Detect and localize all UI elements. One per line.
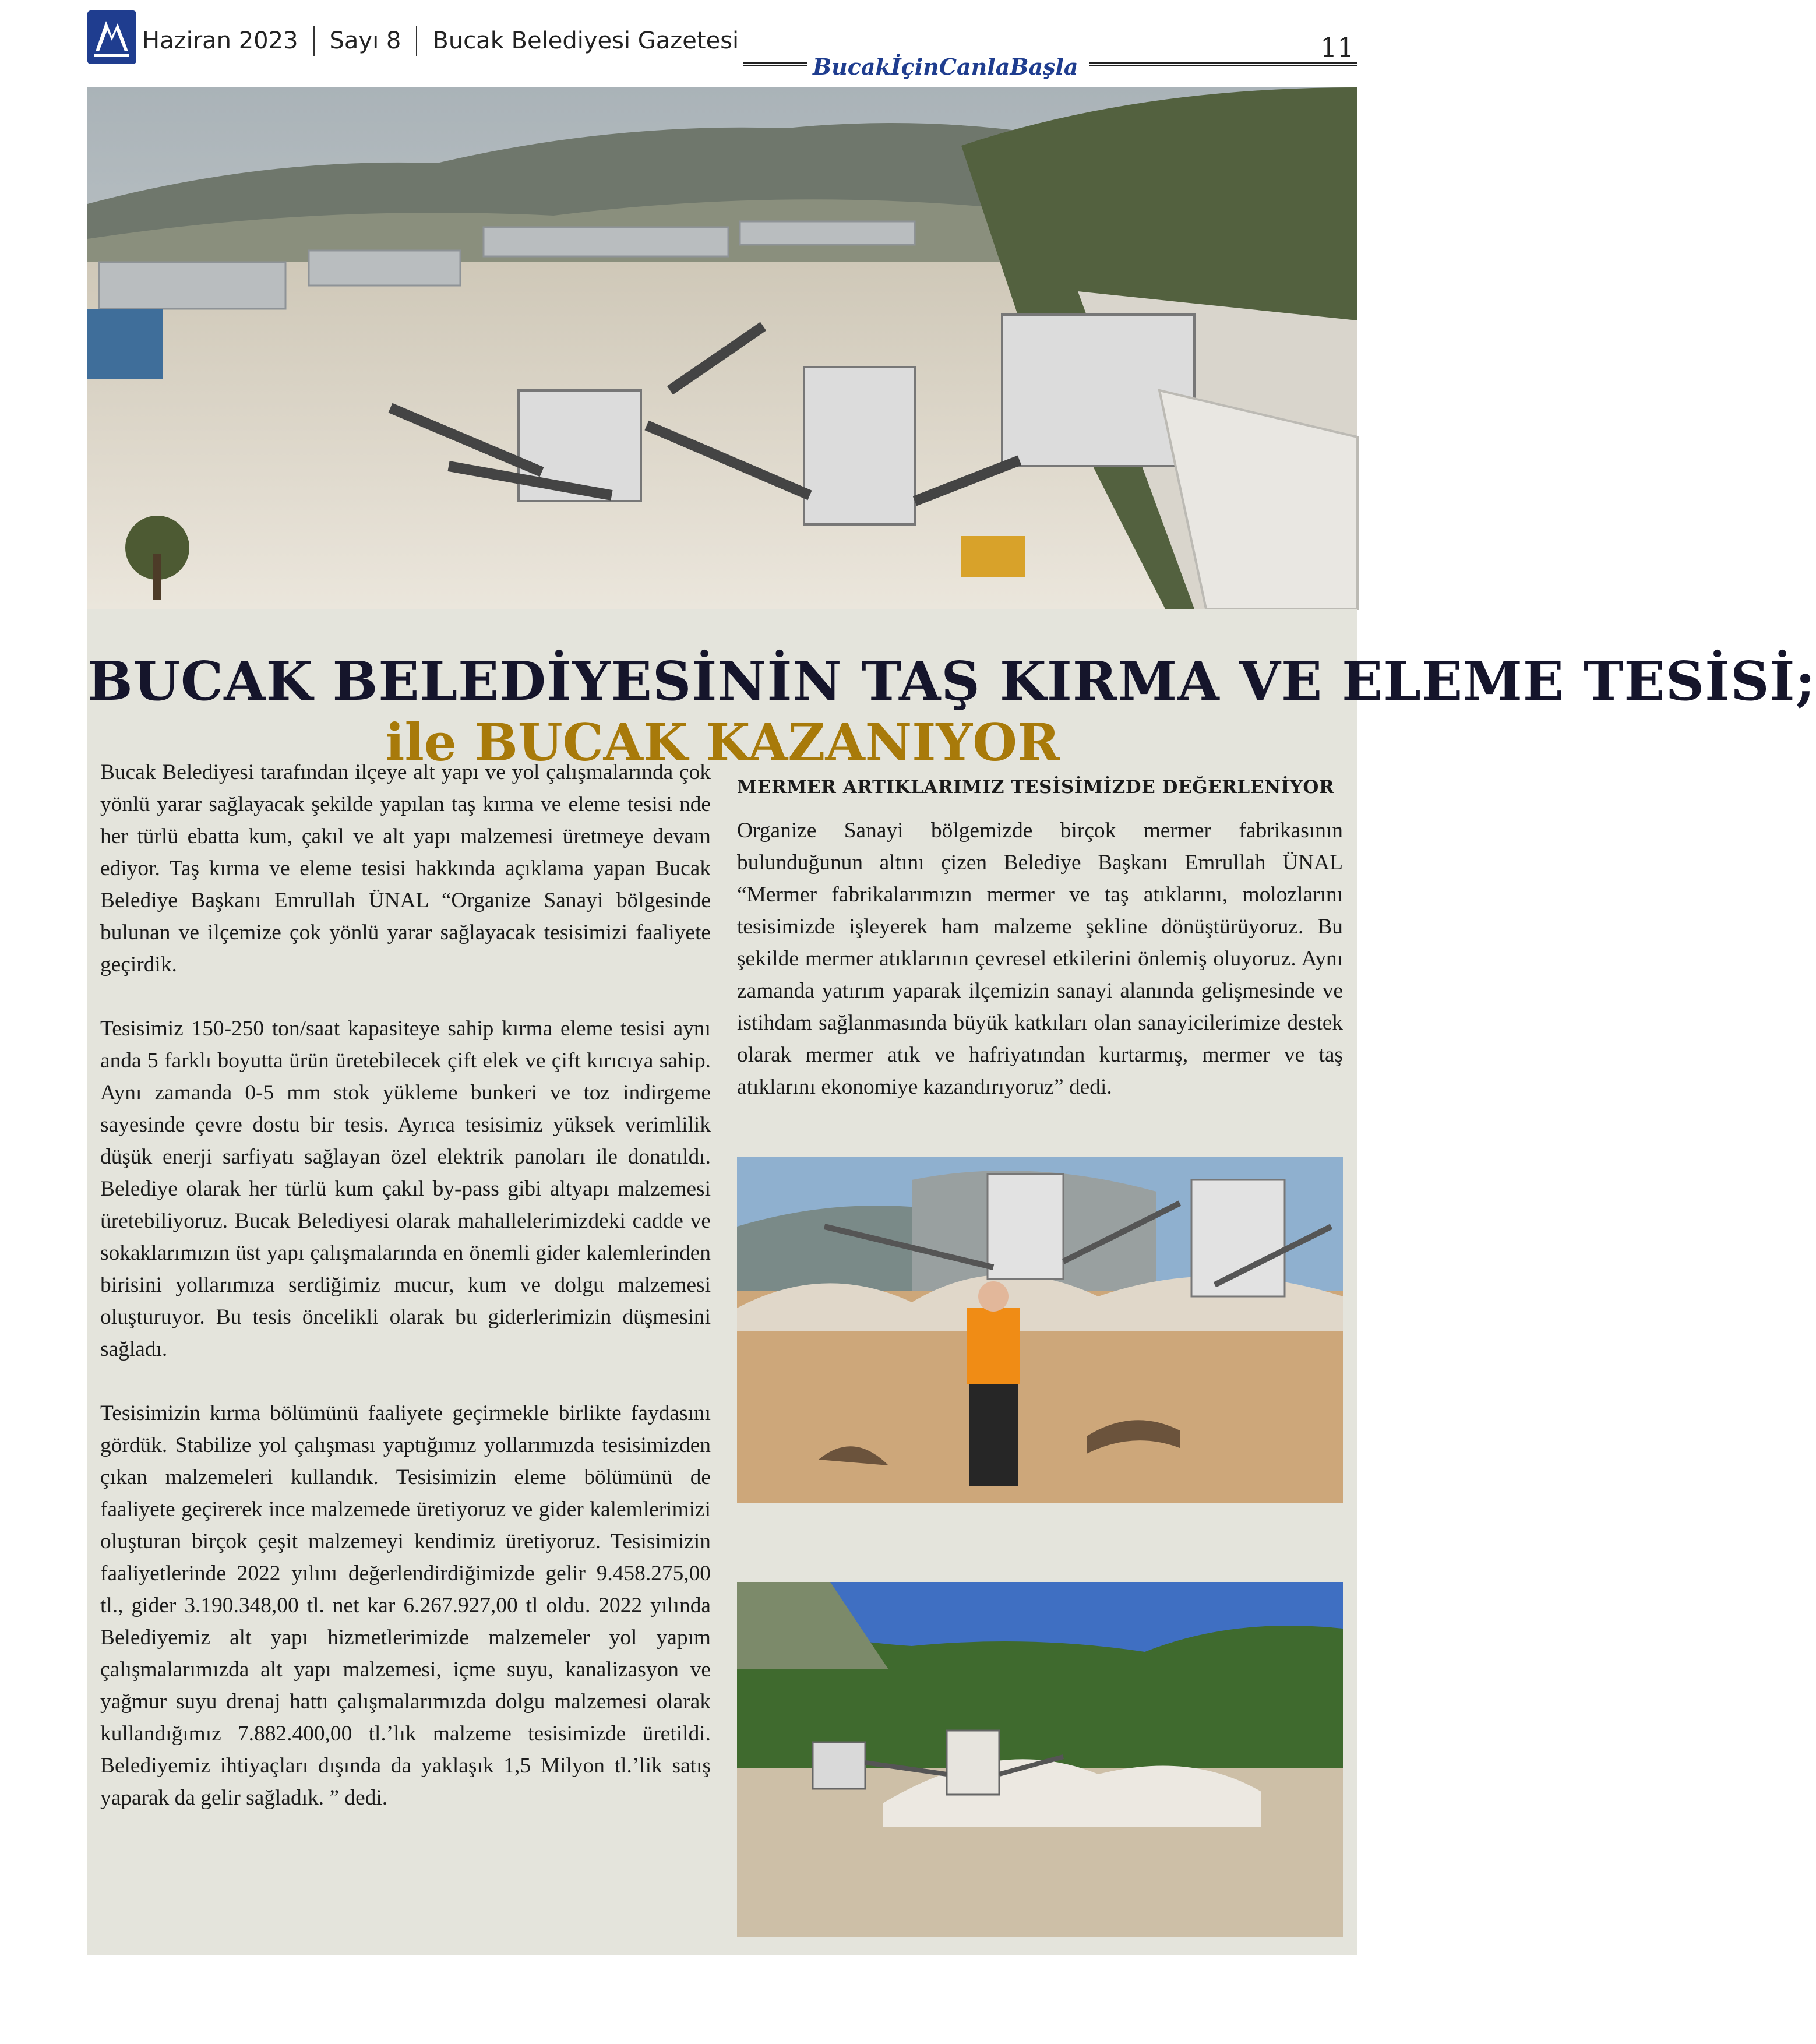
article-subheadline: ile BUCAK KAZANIYOR bbox=[385, 712, 1060, 773]
section-heading: MERMER ARTIKLARIMIZ TESİSİMİZDE DEĞERLENİYOR bbox=[737, 777, 1335, 798]
mayor-photo bbox=[737, 1157, 1343, 1503]
issue-number: Sayı 8 bbox=[329, 27, 401, 54]
article-body-left bbox=[100, 756, 711, 1814]
paragraph: Organize Sanayi bölgemizde birçok mermer fabrikasının bulunduğunun altını çizen Belediye Başkanı Emrullah ÜNAL “Mermer fabrikalarımızın mermer ve taş atıklarını, molozlarını tesisimizde işleyerek ham malzeme şekline dönüştürüyoruz. Bu şekilde mermer atıklarının çevresel etkilerini önlemiş oluyoruz. Aynı zamanda yatırım yaparak ilçemizin sanayi alanında gelişmesinde ve istihdam sağlanmasında büyük katkıları olan sanayicilerimize destek olarak mermer atık ve hafriyatından kurtarmış, mermer ve taş atıklarını ekonomiye kazandırıyoruz” dedi. bbox=[737, 819, 1343, 1099]
divider bbox=[313, 26, 315, 56]
facility-photo bbox=[737, 1582, 1343, 1937]
slogan: BucakİçinCanlaBaşla bbox=[807, 54, 1084, 80]
header-rule bbox=[1089, 62, 1357, 66]
hero-photo bbox=[87, 87, 1357, 609]
divider bbox=[416, 26, 417, 56]
paragraph: Bucak Belediyesi tarafından ilçeye alt yapı ve yol çalışmalarında çok yönlü yarar sağlayacak şekilde yapılan taş kırma ve eleme tesisi nde her türlü ebatta kum, çakıl ve alt yapı malzemesi üretmeye devam ediyor. Taş kırma ve eleme tesisi hakkında açıklama yapan Bucak Belediye Başkanı Emrullah ÜNAL “Organize Sanayi bölgesinde bulunan ve ilçemize çok yönlü yarar sağlayacak tesisimizi faaliyete geçirdik. bbox=[100, 760, 711, 977]
article-body-right bbox=[737, 815, 1343, 1103]
publication-name: Bucak Belediyesi Gazetesi bbox=[432, 27, 739, 54]
article-headline: BUCAK BELEDİYESİNİN TAŞ KIRMA VE ELEME TESİSİ; bbox=[87, 650, 1816, 713]
paragraph: Tesisimiz 150-250 ton/saat kapasiteye sahip kırma eleme tesisi aynı anda 5 farklı boyutta ürün üretebilecek çift elek ve çift kırıcıya sahip. Aynı zamanda 0-5 mm stok yükleme bunkeri ve toz indirgeme sayesinde çevre dostu bir tesis. Ayrıca tesisimiz yüksek verimlilik düşük enerji sarfiyatı sağlayan özel elektrik panoları ile donatıldı. Belediye olarak her türlü kum çakıl by-pass gibi altyapı malzemesi üretebiliyoruz. Bucak Belediyesi olarak mahallelerimizdeki cadde ve sokaklarımızın üst yapı çalışmalarında en önemli gider kalemlerinden birisini yollarımıza serdiğimiz mucur, kum ve dolgu malzemesi oluşturuyor. Bu tesis öncelikli olarak bu giderlerimizin düşmesini sağladı. bbox=[100, 1017, 711, 1361]
issue-date: Haziran 2023 bbox=[142, 27, 298, 54]
bucak-logo-icon bbox=[87, 10, 136, 64]
header-meta bbox=[142, 23, 739, 58]
paragraph: Tesisimizin kırma bölümünü faaliyete geçirmekle birlikte faydasını gördük. Stabilize yol çalışması yaptığımız yollarımızda tesisimizden çıkan malzemeleri kullandık. Tesisimizin eleme bölümünü de faaliyete geçirerek ince malzemede üretiyoruz ve gider kalemlerimizi oluşturan birçok çeşit malzemeyi kendimiz üretiyoruz. Tesisimizin faaliyetlerinde 2022 yılını değerlendirdiğimizde gelir 9.458.275,00 tl., gider 3.190.348,00 tl. net kar 6.267.927,00 tl oldu. 2022 yılında Belediyemiz alt yapı hizmetlerimizde malzemeler yol yapım çalışmalarımızda alt yapı malzemesi, içme suyu, kanalizasyon ve yağmur suyu drenaj hattı çalışmalarımızda dolgu malzemesi olarak kullandığımız 7.882.400,00 tl.’lık malzeme tesisimizde üretildi. Belediyemiz ihtiyaçları dışında da yaklaşık 1,5 Milyon tl.’lik satış yaparak da gelir sağladık. ” dedi. bbox=[100, 1401, 711, 1810]
page-number: 11 bbox=[1320, 31, 1355, 63]
